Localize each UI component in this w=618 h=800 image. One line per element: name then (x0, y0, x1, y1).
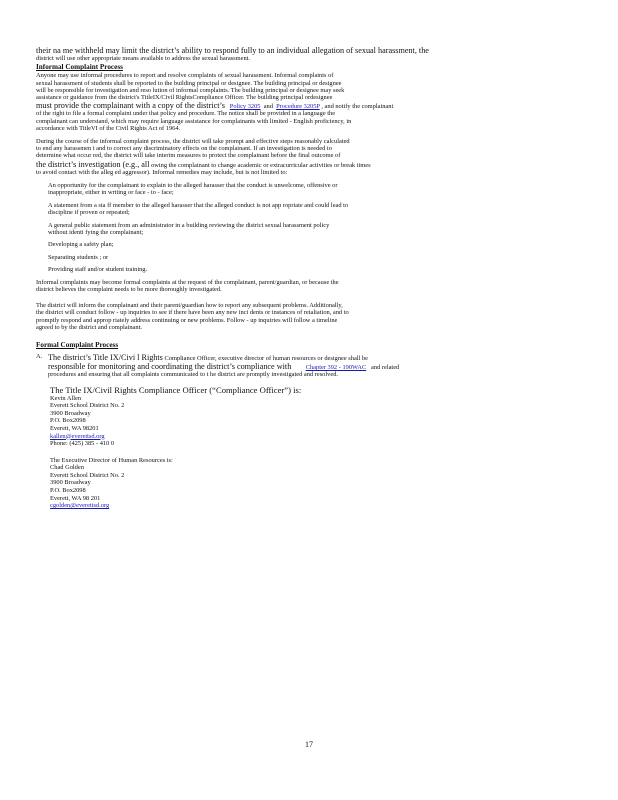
informal-p1-line (36, 101, 582, 110)
compliance-officer-address (36, 395, 582, 448)
list-item (36, 202, 582, 217)
and-text: and (263, 103, 273, 111)
informal-p4-line: agreed to by the district and complainant. (36, 323, 142, 331)
formal-a-line (48, 353, 582, 362)
informal-p2-line (36, 160, 582, 169)
list-item-text: A general public statement from an administrator in a building reviewing the district sexual harassment policy (48, 221, 330, 229)
policy-notice-text: must provide the complainant with a copy of the district’s (36, 101, 225, 111)
compliance-officer-text: Compliance Officer, executive director of human resources or designee shall be (164, 354, 368, 362)
informal-p2-line: to avoid contact with the alleg ed aggressor). Informal remedies may include, but is not limited to: (36, 168, 288, 176)
informal-paragraph-1 (36, 72, 582, 132)
director-name: Chad Golden (50, 464, 84, 472)
remedies-list (36, 182, 582, 274)
officer-name: Kevin Allen (50, 394, 82, 402)
informal-p1-line: Anyone may use informal procedures to report and resolve complaints of sexual harassment. Informal complaints of (36, 72, 334, 80)
list-item-text: discipline if proven or repeated; (48, 209, 130, 217)
officer-city: Everett, WA 98201 (50, 424, 99, 432)
list-item-text: An opportunity for the complainant to explain to the alleged harasser that the conduct is unwelcome, offensive or (48, 182, 338, 190)
list-item (36, 241, 582, 248)
formal-a-line: procedures and ensuring that all complaints communicated to t he district are promptly investigated and resolved. (48, 371, 338, 379)
compliance-officer-heading: The Title IX/Civil Rights Compliance Officer (“Compliance Officer”) is: (50, 384, 302, 395)
bullet-icon (36, 241, 48, 248)
list-item (36, 222, 582, 237)
informal-paragraph-3 (36, 279, 582, 293)
bullet-icon (36, 182, 48, 197)
informal-p3-line: district believes the complaint needs to be more thoroughly investigated. (36, 285, 222, 293)
informal-p2-line: to end any harassmen t and to correct any discriminatory effects on the complainant. If an investigation is needed to (36, 145, 332, 153)
informal-p1-line: accordance with TitleVI of the Civil Rights Act of 1964. (36, 124, 181, 132)
formal-a-line (48, 362, 582, 371)
informal-p4-line: the district will conduct follow - up inquiries to see if there have been any new inci dents or instances of retaliation, and to (36, 309, 349, 317)
page-number: 17 (305, 740, 313, 749)
hr-director-address (36, 457, 582, 510)
informal-p4-line: The district will inform the complainant and their parent/guardian how to report any subsequent problems. Additionally, (36, 302, 343, 310)
director-email-link[interactable]: cgolden@everettsd.org (50, 502, 110, 510)
list-item-text: without identi fying the complainant; (48, 229, 144, 237)
informal-p4-line: promptly respond and approp riately address continuing or new problems. Follow - up inquiries will follow a timeline (36, 316, 338, 324)
informal-paragraph-2 (36, 138, 582, 176)
list-item (36, 254, 582, 261)
informal-p1-line: of the right to file a formal complaint under that policy and procedure. The notice shall be provided in a language the (36, 110, 336, 118)
list-item-text: A statement from a sta ff member to the alleged harasser that the alleged conduct is not app ropriate and could lead to (48, 201, 349, 209)
informal-p1-line: assistance or guidance from the district's TitleIX/Civil RightsCompliance Officer. The building principal ordesignee (36, 94, 333, 102)
remedy-example-text: owing the complainant to change academic or extracurricular activities or break times (151, 161, 371, 169)
procedure-3205p-link[interactable]: Procedure 3205P (276, 103, 320, 111)
intro-line-2: district will use other appropriate means available to address the sexual harassment. (36, 55, 251, 63)
officer-street: 3900 Broadway (50, 409, 91, 417)
list-item-text: Developing a safety plan; (48, 241, 114, 249)
list-item-text: Providing staff and/or student training. (48, 266, 148, 274)
informal-p1-line: will be responsible for investigation and reso lution of informal complaints. The building principal or designee may seek (36, 86, 345, 94)
director-city: Everett, WA 98 201 (50, 494, 101, 502)
list-item-text: inappropriate, either in writing or face - to - face; (48, 189, 174, 197)
officer-phone: Phone: (425) 385 - 410 0 (50, 440, 115, 448)
bullet-icon (36, 266, 48, 273)
director-street: 3900 Broadway (50, 479, 91, 487)
informal-p1-line: sexual harassment of students shall be reported to the building principal or designee. The building principal or designee (36, 79, 342, 87)
informal-p2-line: During the course of the informal complaint process, the district will take prompt and effective steps reasonably calculated (36, 138, 350, 146)
notify-text: , and notify the complainant (321, 103, 394, 111)
director-po-box: P.O. Box2098 (50, 487, 86, 495)
chapter-392-190wac-link[interactable]: Chapter 392 - 190WAC (305, 364, 367, 372)
informal-paragraph-4 (36, 302, 582, 331)
document-page (36, 46, 582, 510)
informal-complaint-heading: Informal Complaint Process (36, 63, 123, 72)
list-item (36, 266, 582, 273)
policy-3205-link[interactable]: Policy 3205 (229, 103, 261, 111)
list-item-text: Separating students ; or (48, 253, 109, 261)
bullet-icon (36, 202, 48, 217)
responsibility-text: responsible for monitoring and coordinating the district’s compliance with (48, 362, 292, 372)
related-text: and related (371, 364, 400, 372)
director-org: Everett School District No. 2 (50, 471, 125, 479)
officer-email-link[interactable]: kallen@everettsd.org (50, 432, 105, 440)
formal-complaint-heading: Formal Complaint Process (36, 340, 119, 349)
officer-po-box: P.O. Box2098 (50, 417, 86, 425)
bullet-icon (36, 254, 48, 261)
title-ix-text: The district’s Title IX/Civi l Rights (48, 352, 163, 362)
item-letter: A. (36, 352, 43, 360)
investigation-text: the district’s investigation (e.g., all (36, 159, 150, 169)
officer-org: Everett School District No. 2 (50, 402, 125, 410)
informal-p1-line: complainant can understand, which may require language assistance for complainants with limited - English proficiency, in (36, 117, 352, 125)
informal-p2-line: determine what occur red, the district will take interim measures to protect the complainant before the final outcome of (36, 152, 341, 160)
list-item (36, 182, 582, 197)
formal-item-a (36, 353, 582, 379)
informal-p3-line: Informal complaints may become formal complaints at the request of the complainant, parent/guardian, or because the (36, 278, 339, 286)
intro-line-1: their na me withheld may limit the district’s ability to respond fully to an individual allegation of sexual harassment, the (36, 46, 429, 55)
director-title: The Executive Director of Human Resources is: (50, 456, 173, 464)
bullet-icon (36, 222, 48, 237)
